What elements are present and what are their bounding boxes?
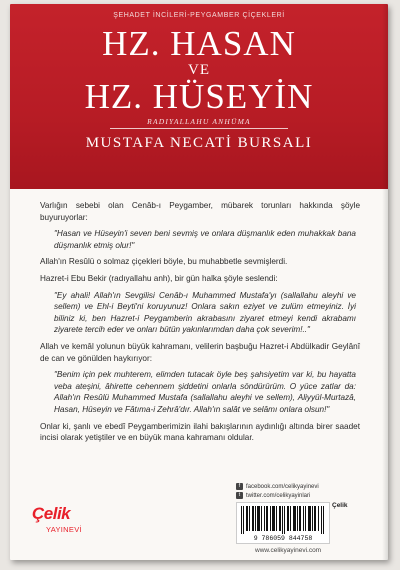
paragraph: Allah ve kemâl yolunun büyük kahramanı, velilerin başbuğu Hazret-i Abdülkadir Geylânî de can ve gönülden haykırıyor: [40,341,360,363]
author-name: MUSTAFA NECATİ BURSALI [85,135,313,151]
social-links [236,482,346,500]
quote: "Hasan ve Hüseyin'i seven beni sevmiş ve onlara düşmanlık eden muhakkak bana düşmanlık etmiş olur!" [54,229,356,250]
publisher-logo [32,504,86,544]
facebook-link[interactable] [236,482,346,491]
publisher-footer [10,464,388,560]
back-cover-text [40,200,360,449]
publisher-small-logo: Çelik [332,502,348,509]
paragraph: Hazret-i Ebu Bekir (radıyallahu anh), bir gün halka şöyle seslendi: [40,273,278,283]
isbn-number: 9 786059 844758 [253,535,313,542]
book-title-line1: HZ. HASAN [102,24,296,63]
quote: "Ey ahali! Allah'ın Sevgilisi Cenâb-ı Muhammed Mustafa'yı (sallallahu aleyhi ve sellem) ve Ehl-i Beyti'ni koruyunuz! Onlara sakın eziyet ve zulüm etmeyiniz. İyi biliniz ki, ben Hazret-i Peygamberin akrabasını ziyaret etmeyi kendi akrabamı ziyarete tercih eder ve onları bütün yakınlarımdan daha çok severim!.." [54,290,356,335]
cover-header-band [10,4,388,189]
facebook-url: facebook.com/celikyayinevi [246,483,319,490]
title-divider [110,128,288,129]
publisher-mark [332,502,354,542]
paragraph: Varlığın sebebi olan Cenâb-ı Peygamber, mübarek torunları hakkında şöyle buyuruyorlar: [40,201,360,222]
facebook-icon: f [236,483,243,490]
isbn-barcode [236,502,330,544]
book-back-cover [10,4,388,560]
quote: "Benim için pek muhterem, elimden tutacak öyle beş şahsiyetim var ki, bu hayatta veba ateşini, âhirette cehennem şiddetini onlarla söndürürüm. O yüce zatlar da: Allah'ın Resûlü Muhammed Mustafa (sallallahu aleyhi ve sellem), Aliyyül-Murtazâ, Hasan, Hüseyin ve Fâtıma-i Zehrâ'dır. Allah'ın salât ve selâmı onlara olsun!" [54,370,356,414]
barcode-icon [241,506,325,534]
book-title-line2: HZ. HÜSEYİN [84,77,314,116]
spine-shadow [382,4,388,560]
twitter-icon: t [236,492,243,499]
paragraph: Allah'ın Resûlü o solmaz çiçekleri böyle, bu muhabbetle sevmişlerdi. [40,257,288,267]
publisher-logo-name: Çelik [32,504,71,523]
publisher-website[interactable]: www.celikyayinevi.com [255,547,322,554]
honorific-subtitle: RADIYALLAHU ANHÜMA [147,117,251,126]
twitter-url: twitter.com/celikyayinlari [246,492,311,499]
paragraph: Onlar ki, şanlı ve ebedî Peygamberimizin ilahi bakışlarının aydınlığı altında birer saadet incisi olarak yetiştiler ve en büyük mana kahramanı oldular. [40,421,360,443]
title-conjunction: VE [188,62,210,78]
publisher-logo-sub: YAYINEVİ [46,525,82,534]
series-title: ŞEHADET İNCİLERİ-PEYGAMBER ÇİÇEKLERİ [113,12,285,19]
twitter-link[interactable] [236,491,346,500]
